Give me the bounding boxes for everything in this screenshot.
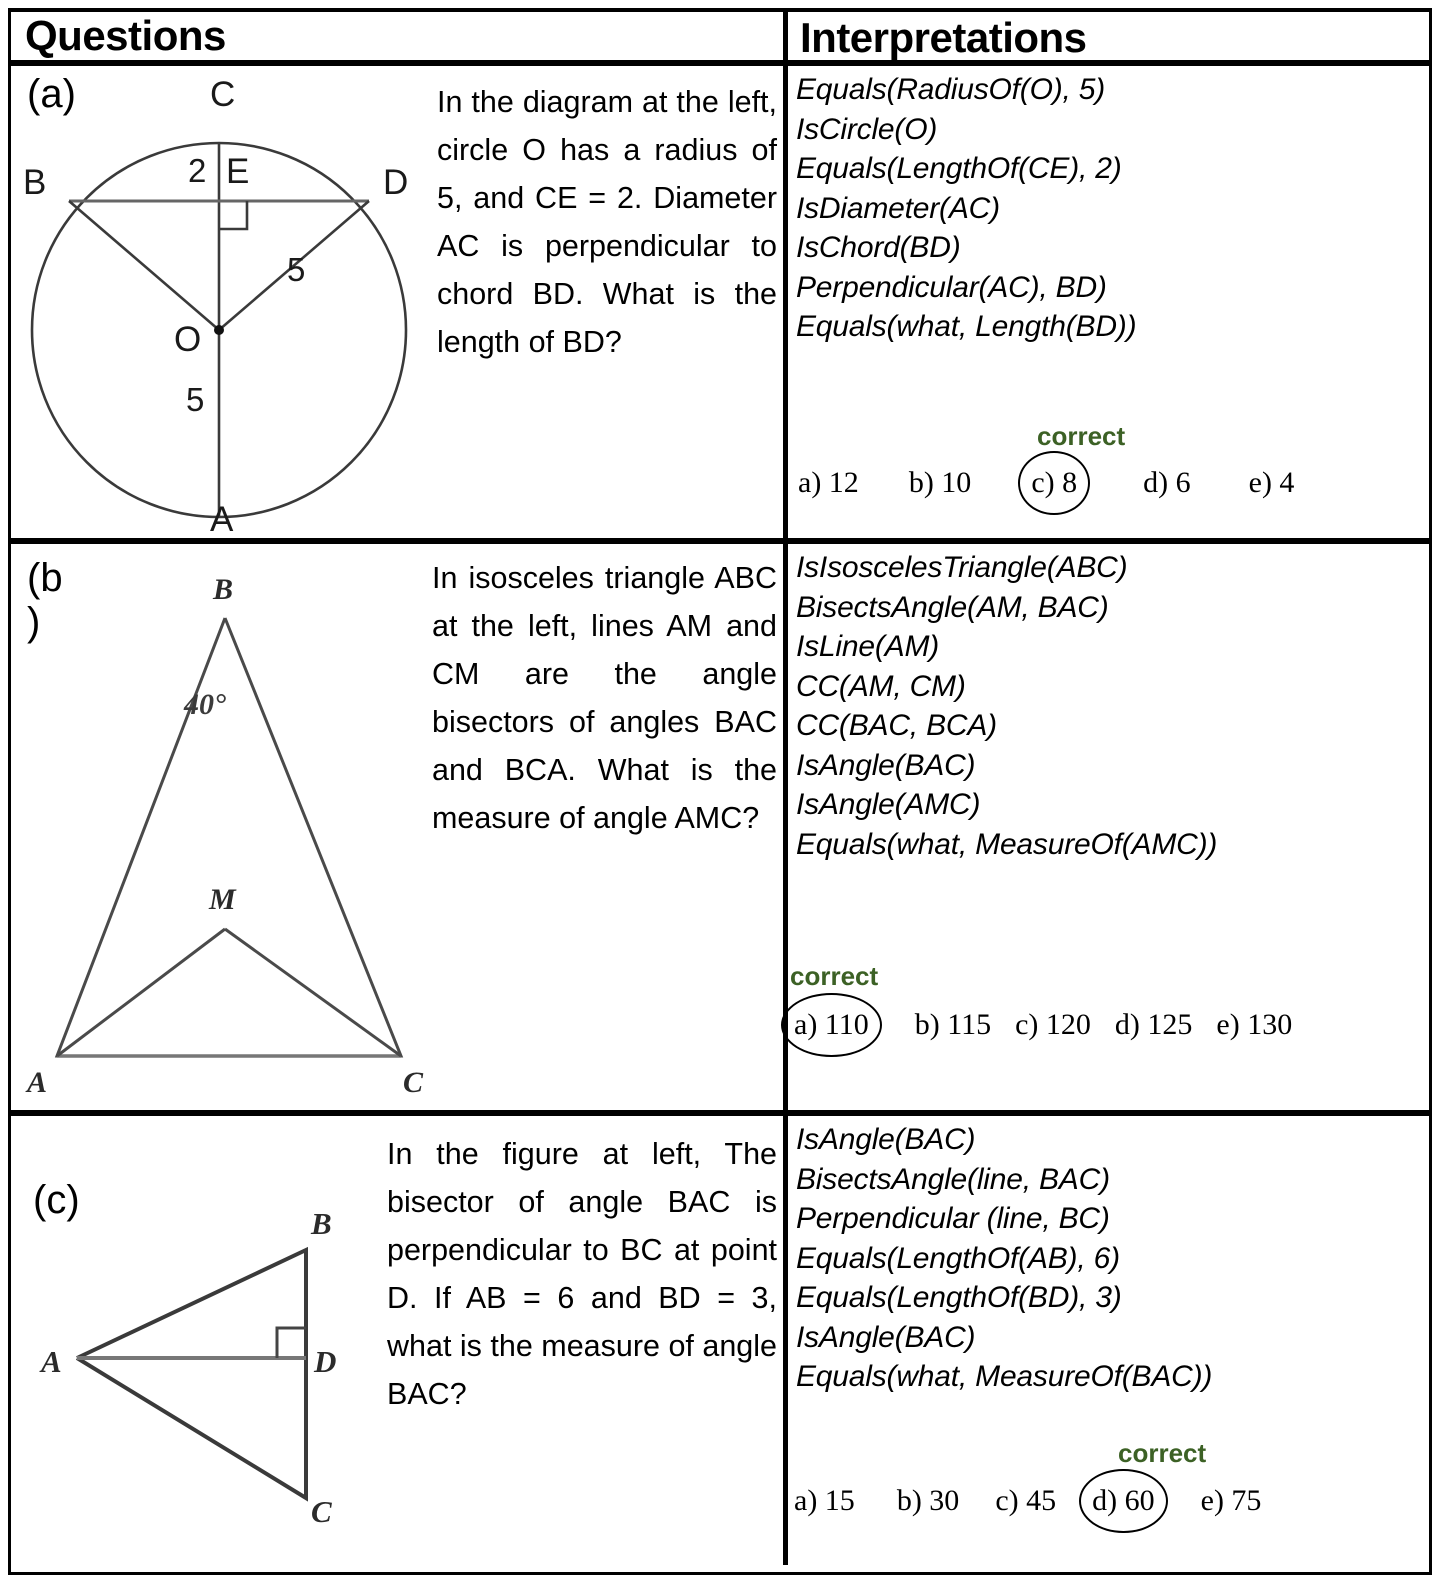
interpretation-line: BisectsAngle(AM, BAC)	[796, 590, 1109, 624]
answer-option[interactable]: c) 120	[1015, 1008, 1091, 1041]
interpretation-line: CC(AM, CM)	[796, 669, 966, 703]
interpretation-line: IsChord(BD)	[796, 231, 961, 264]
interpretation-line: IsLine(AM)	[796, 630, 940, 663]
interpretation-line: Equals(LengthOf(AB), 6)	[796, 1241, 1120, 1275]
answer-option[interactable]: a) 15	[794, 1484, 855, 1517]
interpretation-line: IsAngle(BAC)	[796, 1123, 976, 1156]
svg-text:O: O	[174, 320, 202, 359]
interpretation-line: IsAngle(AMC)	[796, 788, 981, 821]
svg-text:M: M	[209, 883, 236, 916]
interpretation-line: Equals(what, MeasureOf(AMC))	[796, 827, 1218, 861]
table-row	[11, 544, 1429, 1116]
answer-option[interactable]: e) 75	[1200, 1484, 1262, 1517]
figure-b-container	[11, 544, 424, 1110]
svg-text:B: B	[23, 163, 47, 202]
interpretation-cell-c	[788, 1116, 1429, 1565]
svg-text:A: A	[27, 1066, 48, 1099]
svg-text:2: 2	[188, 152, 207, 189]
question-cell-a	[11, 66, 788, 538]
interpretation-line: Equals(LengthOf(BD), 3)	[796, 1281, 1122, 1314]
interpretation-line: CC(BAC, BCA)	[796, 709, 997, 742]
answer-options-a	[794, 464, 1425, 502]
table-row	[11, 66, 1429, 544]
row-label-b	[27, 556, 67, 644]
svg-text:C: C	[403, 1066, 424, 1099]
header-cell-interpretations	[788, 12, 1429, 60]
interpretation-line: Equals(LengthOf(CE), 2)	[796, 152, 1122, 185]
figure-c-container	[11, 1116, 379, 1565]
answer-option[interactable]: d) 6	[1143, 466, 1191, 499]
table-header-row	[11, 12, 1429, 66]
interpretation-line: Perpendicular (line, BC)	[796, 1202, 1110, 1235]
questions-column-title: Questions	[25, 12, 226, 59]
comparison-table	[8, 8, 1432, 1575]
interpretation-line: Perpendicular(AC), BD)	[796, 270, 1107, 304]
row-label-c: (c)	[33, 1178, 80, 1222]
correct-annotation-c: correct	[1118, 1438, 1207, 1468]
answer-option[interactable]: e) 4	[1248, 466, 1295, 499]
interpretation-line: Equals(what, MeasureOf(BAC))	[796, 1360, 1213, 1393]
correct-annotation-b: correct	[790, 961, 879, 991]
correct-annotation-a: correct	[1037, 421, 1126, 451]
interpretation-line: IsAngle(BAC)	[796, 748, 976, 782]
answer-option-correct[interactable]: c) 8	[1027, 464, 1081, 502]
interpretation-line: IsCircle(O)	[796, 112, 938, 146]
question-text-b: In isosceles triangle ABC at the left, lines AM and CM are the angle bisectors of angles BAC and BCA. What is the measure of angle AMC?	[432, 561, 777, 835]
answer-options-c	[790, 1482, 1425, 1520]
figure-a-container	[11, 66, 429, 538]
question-cell-b	[11, 544, 788, 1110]
row-label-b-line2: )	[27, 600, 41, 644]
svg-text:B: B	[311, 1206, 332, 1241]
answer-option[interactable]: e) 130	[1216, 1008, 1293, 1041]
answer-option[interactable]: b) 115	[914, 1008, 992, 1041]
interpretation-line: Equals(what, Length(BD))	[796, 310, 1137, 343]
interpretation-cell-a	[788, 66, 1429, 538]
answer-option[interactable]: a) 12	[798, 466, 859, 499]
answer-option-correct[interactable]: d) 60	[1088, 1482, 1159, 1520]
question-text-c: In the figure at left, The bisector of angle BAC is perpendicular to BC at point D. If AB = 6 and BD = 3, what is the measure of angle BAC?	[387, 1137, 777, 1411]
answer-option[interactable]: d) 125	[1114, 1008, 1193, 1041]
svg-text:C: C	[311, 1494, 332, 1529]
isosceles-triangle-diagram-b	[11, 544, 424, 1104]
row-label-b-line1: (b	[27, 556, 63, 600]
question-cell-c	[11, 1116, 788, 1565]
interpretation-cell-b	[788, 544, 1429, 1110]
answer-option-correct[interactable]: a) 110	[790, 1006, 873, 1044]
svg-text:5: 5	[186, 381, 205, 418]
interpretation-list-b	[796, 548, 1429, 864]
svg-text:E: E	[226, 152, 250, 191]
svg-text:5: 5	[287, 251, 306, 288]
interpretation-line: IsIsoscelesTriangle(ABC)	[796, 551, 1128, 584]
header-cell-questions	[11, 12, 788, 60]
svg-text:D: D	[383, 163, 409, 202]
circle-diagram-a	[11, 66, 429, 536]
svg-text:A: A	[41, 1344, 62, 1379]
interpretation-line: BisectsAngle(line, BAC)	[796, 1162, 1110, 1196]
svg-text:A: A	[210, 500, 234, 536]
interpretation-line: IsDiameter(AC)	[796, 191, 1000, 225]
table-row	[11, 1116, 1429, 1565]
interpretation-line: Equals(RadiusOf(O), 5)	[796, 73, 1106, 106]
question-text-a: In the diagram at the left, circle O has a radius of 5, and CE = 2. Diameter AC is perpendicular to chord BD. What is the length of BD?	[437, 85, 777, 359]
svg-text:40°: 40°	[184, 688, 226, 721]
row-label-a: (a)	[27, 72, 76, 116]
interpretation-line: IsAngle(BAC)	[796, 1320, 976, 1354]
answer-option[interactable]: b) 30	[896, 1484, 960, 1517]
interpretation-list-a	[796, 70, 1429, 347]
answer-options-b	[790, 1006, 1425, 1044]
answer-option[interactable]: c) 45	[995, 1484, 1057, 1517]
svg-text:D: D	[314, 1344, 337, 1379]
answer-option[interactable]: b) 10	[908, 466, 972, 499]
svg-text:B: B	[213, 573, 234, 606]
svg-text:C: C	[210, 75, 236, 114]
interpretations-column-title: Interpretations	[800, 14, 1087, 61]
interpretation-list-c	[796, 1120, 1429, 1397]
